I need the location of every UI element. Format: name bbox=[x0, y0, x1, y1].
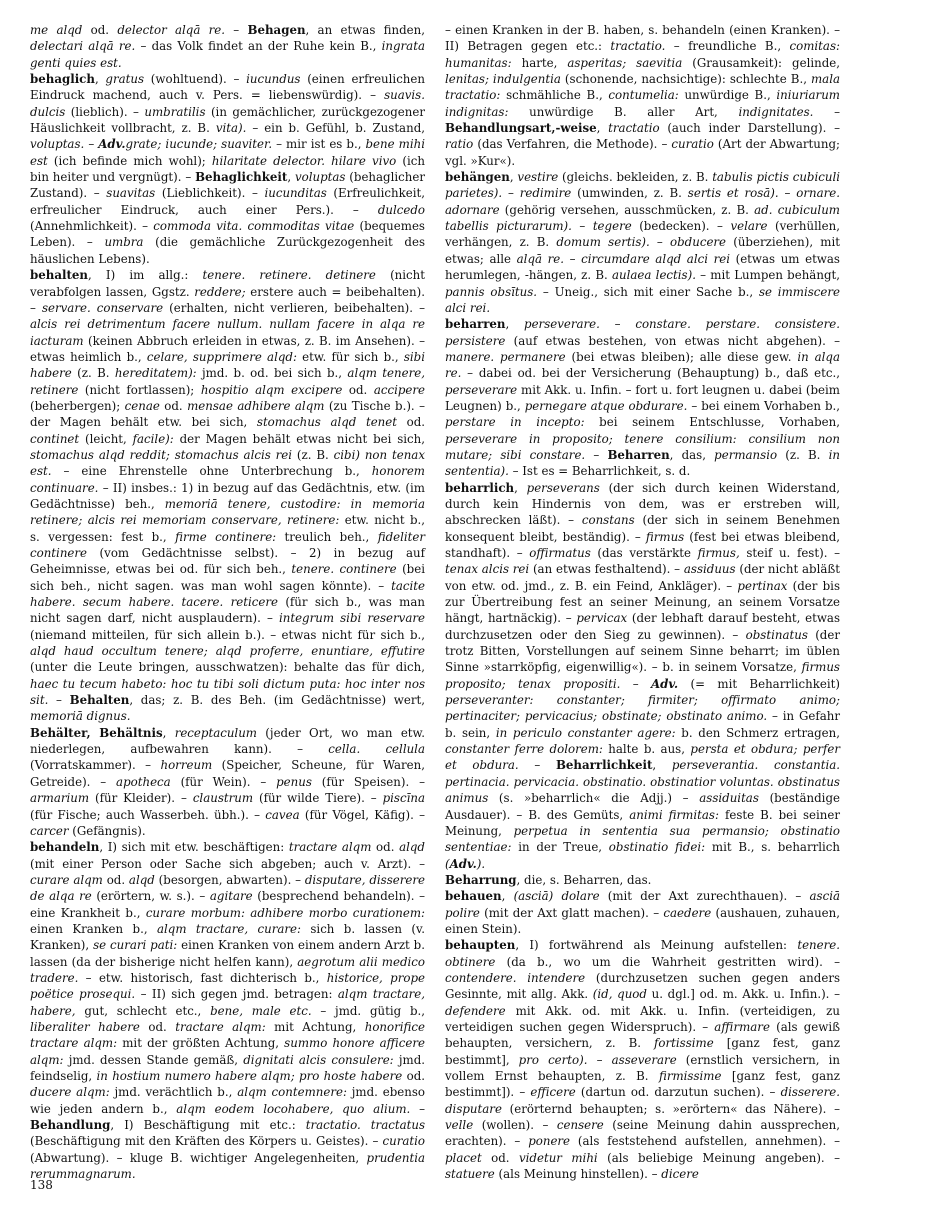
dictionary-entry: behauen, (asciā) dolare (mit der Axt zurechthauen). – asciā polire (mit der Axt glatt machen). – caedere (aushauen, zuhauen, einen Stein). bbox=[445, 889, 841, 936]
dictionary-entry: behalten, I) im allg.: tenere. retinere. detinere (nicht verabfolgen lassen, Ggstz. reddere; erstere auch = beibehalten). – servare. conservare (erhalten, nicht verlieren, beibehalten). – alcis rei detrimentum facere nullum. nullam facere in alqa re iacturam (keinen Abbruch erleiden in etwas, z. B. im Ansehen). – etwas heimlich b., celare, supprimere alqd: etw. für sich b., sibi habere (z. B. hereditatem): jmd. b. od. bei sich b., alqm tenere, retinere (nicht fortlassen); hospitio alqm excipere od. accipere (beherbergen); cenae od. mensae adhibere alqm (zu Tische b.). – der Magen behält etw. bei sich, stomachus alqd tenet od. continet (leicht, facile): der Magen behält etwas nicht bei sich, stomachus alqd reddit; stomachus alcis rei (z. B. cibi) non tenax est. – eine Ehrenstelle ohne Unterbrechung b., honorem continuare. – II) insbes.: 1) in bezug auf das Gedächtnis, etw. (im Gedächtnisse) beh., memoriā tenere, custodire: in memoria retinere; alcis rei memoriam conservare, retinere: etw. nicht b., s. vergessen: fest b., firme continere: treulich beh., fideliter continere (vom Gedächtnisse selbst). – 2) in bezug auf Geheimnisse, etwas bei od. für sich beh., tenere. continere (bei sich beh., nicht sagen. was man wohl sagen könnte). – tacite habere. secum habere. tacere. reticere (für sich b., was man nicht sagen darf, nicht ausplaudern). – integrum sibi reservare (niemand mitteilen, für sich allein b.). – etwas nicht für sich b., alqd haud occultum tenere; alqd proferre, enuntiare, effutire (unter die Leute bringen, ausschwatzen): behalte das für dich, haec tu tecum habeto: hoc tu tibi soli dictum puta: hoc inter nos sit. – Behalten, das; z. B. des Beh. (im Gedächtnisse) wert, memoriā dignus. bbox=[30, 268, 426, 724]
dictionary-entry: Behälter, Behältnis, receptaculum (jeder Ort, wo man etw. niederlegen, aufbewahren kann). – cella. cellula (Vorratskammer). – horreum (Speicher, Scheune, für Waren, Getreide). – apotheca (für Wein). – penus (für Speisen). – armarium (für Kleider). – claustrum (für wilde Tiere). – piscīna (für Fische; auch Wasserbeh. übh.). – cavea (für Vögel, Käfig). – carcer (Gefängnis). bbox=[30, 725, 425, 838]
dictionary-entry: beharren, perseverare. – constare. perstare. consistere. persistere (auf etwas bestehen, von etwas nicht abgehen). – manere. permanere (bei etwas bleiben); alle diese gew. in alqa re. – dabei od. bei der Versicherung (Behauptung) b., daß etc., perseverare mit Akk. u. Infin. – fort u. fort leugnen u. dabei (beim Leugnen) b., pernegare atque obdurare. – bei einem Vorhaben b., perstare in incepto: bei seinem Entschlusse, Vorhaben, perseverare in proposito; tenere consilium: consilium non mutare; sibi constare. – Beharren, das, permansio (z. B. in sententia). – Ist es = Beharrlichkeit, s. d. bbox=[445, 317, 841, 479]
right-column bbox=[445, 22, 840, 1182]
dictionary-entry: – einen Kranken in der B. haben, s. behandeln (einen Kranken). – II) Betragen gegen etc.: tractatio. – freundliche B., comitas: humanitas: harte, asperitas; saevitia (Grausamkeit): gelinde, lenitas; indulgentia (schonende, nachsichtige): schlechte B., mala tractatio: schmähliche B., contumelia: unwürdige B., iniuriarum indignitas: unwürdige B. aller Art, indignitates. – Behandlungsart,-weise, tractatio (auch inder Darstellung). – ratio (das Verfahren, die Methode). – curatio (Art der Abwartung; vgl. »Kur«). bbox=[445, 23, 841, 168]
left-column bbox=[30, 22, 425, 1182]
dictionary-entry: me alqd od. delector alqā re. – Behagen, an etwas finden, delectari alqā re. – das Volk findet an der Ruhe kein B., ingrata genti quies est. bbox=[30, 23, 426, 70]
dictionary-entry: behängen, vestire (gleichs. bekleiden, z. B. tabulis pictis cubiculi parietes). – redimire (umwinden, z. B. sertis et rosā). – ornare. adornare (gehörig versehen, ausschmücken, z. B. ad. cubiculum tabellis picturarum). – tegere (bedecken). – velare (verhüllen, verhängen, z. B. domum sertis). – obducere (überziehen), mit etwas; alle alqā re. – circumdare alqd alci rei (etwas um etwas herumlegen, -hängen, z. B. aulaea lectis). – mit Lumpen behängt, pannis obsītus. – Uneig., sich mit einer Sache b., se immiscere alci rei. bbox=[445, 170, 840, 315]
dictionary-entry: behaupten, I) fortwährend als Meinung aufstellen: tenere. obtinere (da b., wo um die Wahrheit gestritten wird). – contendere. intendere (durchzusetzen suchen gegen anders Gesinnte, mit allg. Akk. (id, quod u. dgl.] od. m. Akk. u. Infin.). – defendere mit Akk. od. mit Akk. u. Infin. (verteidigen, zu verteidigen suchen gegen Widerspruch). – affirmare (als gewiß behaupten, versichern, z. B. fortissime [ganz fest, ganz bestimmt], pro certo). – asseverare (ernstlich versichern, in vollem Ernst behaupten, z. B. firmissime [ganz fest, ganz bestimmt]). – efficere (dartun od. darzutun suchen). – disserere. disputare (erörternd behaupten; s. »erörtern« das Nähere). – velle (wollen). – censere (seine Meinung dahin aussprechen, erachten). – ponere (als feststehend aufstellen, annehmen). – placet od. videtur mihi (als beliebige Meinung angeben). – statuere (als Meinung hinstellen). – dicere bbox=[445, 938, 841, 1182]
dictionary-entry: behandeln, I) sich mit etw. beschäftigen: tractare alqm od. alqd (mit einer Person oder Sache sich abgeben; auch v. Arzt). – curare alqm od. alqd (besorgen, abwarten). – disputare, disserere de alqa re (erörtern, w. s.). – agitare (besprechend behandeln). – eine Krankheit b., curare morbum: adhibere morbo curationem: einen Kranken b., alqm tractare, curare: sich b. lassen (v. Kranken), se curari pati: einen Kranken von einem andern Arzt b. lassen (da der bisherige nicht helfen kann), aegrotum alii medico tradere. – etw. historisch, fast dichterisch b., historice, prope poëtice prosequi. – II) sich gegen jmd. betragen: alqm tractare, habere, gut, schlecht etc., bene, male etc. – jmd. gütig b., liberaliter habere od. tractare alqm: mit Achtung, honorifice tractare alqm: mit der größten Achtung, summo honore afficere alqm: jmd. dessen Stande gemäß, dignitati alcis consulere: jmd. feindselig, in hostium numero habere alqm; pro hoste habere od. ducere alqm: jmd. verächtlich b., alqm contemnere: jmd. ebenso wie jeden andern b., alqm eodem locohabere, quo alium. – Behandlung, I) Beschäftigung mit etc.: tractatio. tractatus (Beschäftigung mit den Kräften des Körpers u. Geistes). – curatio (Abwartung). – kluge B. wichtiger Angelegenheiten, prudentia rerummagnarum. bbox=[30, 840, 426, 1182]
dictionary-entry: beharrlich, perseverans (der sich durch keinen Widerstand, durch kein Hindernis von dem, was er erstreben will, abschrecken läßt). – constans (der sich in seinem Benehmen konsequent bleibt, beständig). – firmus (fest bei etwas bleibend, standhaft). – offirmatus (das verstärkte firmus, steif u. fest). – tenax alcis rei (an etwas festhaltend). – assiduus (der nicht abläßt von etw. od. jmd., z. B. ein Feind, Ankläger). – pertinax (der bis zur Übertreibung fest an seiner Meinung, an seinem Vorsatze hängt, hartnäckig). – pervicax (der lebhaft darauf besteht, etwas durchzusetzen oder den Sieg zu gewinnen). – obstinatus (der trotz Bitten, Vorstellungen auf seinem Sinne beharrt; im üblen Sinne »starrköpfig, eigenwillig«). – b. in seinem Vorsatze, firmus proposito; tenax propositi. – Adv. (= mit Beharrlichkeit) perseveranter: constanter; firmiter; offirmato animo; pertinaciter; pervicacius; obstinate; obstinato animo. – in Gefahr b. sein, in periculo constanter agere: b. den Schmerz ertragen, constanter ferre dolorem: halte b. aus, persta et obdura; perfer et obdura. – Beharrlichkeit, perseverantia. constantia. pertinacia. pervicacia. obstinatio. obstinatior voluntas. obstinatus animus (s. »beharrlich« die Adjj.) – assiduitas (beständige Ausdauer). – B. des Gemüts, animi firmitas: feste B. bei seiner Meinung, perpetua in sententia sua permansio; obstinatio sententiae: in der Treue, obstinatio fidei: mit B., s. beharrlich (Adv.). bbox=[445, 480, 841, 871]
page-number: 138 bbox=[30, 1178, 53, 1192]
dictionary-entry: Beharrung, die, s. Beharren, das. bbox=[445, 872, 652, 887]
dictionary-entry: behaglich, gratus (wohltuend). – iucundus (einen erfreulichen Eindruck machend, auch v. Pers. = liebenswürdig). – suavis. dulcis (lieblich). – umbratilis (in gemächlicher, zurückgezogener Häuslichkeit vollbracht, z. B. vita). – ein b. Gefühl, b. Zustand, voluptas. – Adv.grate; iucunde; suaviter. – mir ist es b., bene mihi est (ich befinde mich wohl); hilaritate delector. hilare vivo (ich bin heiter und vergnügt). – Behaglichkeit, voluptas (behaglicher Zustand). – suavitas (Lieblichkeit). – iucunditas (Erfreulichkeit, erfreulicher Eindruck, auch einer Pers.). – dulcedo (Annehmlichkeit). – commoda vita. commoditas vitae (bequemes Leben). – umbra (die gemächliche Zurückgezogenheit des häuslichen Lebens). bbox=[30, 72, 426, 266]
